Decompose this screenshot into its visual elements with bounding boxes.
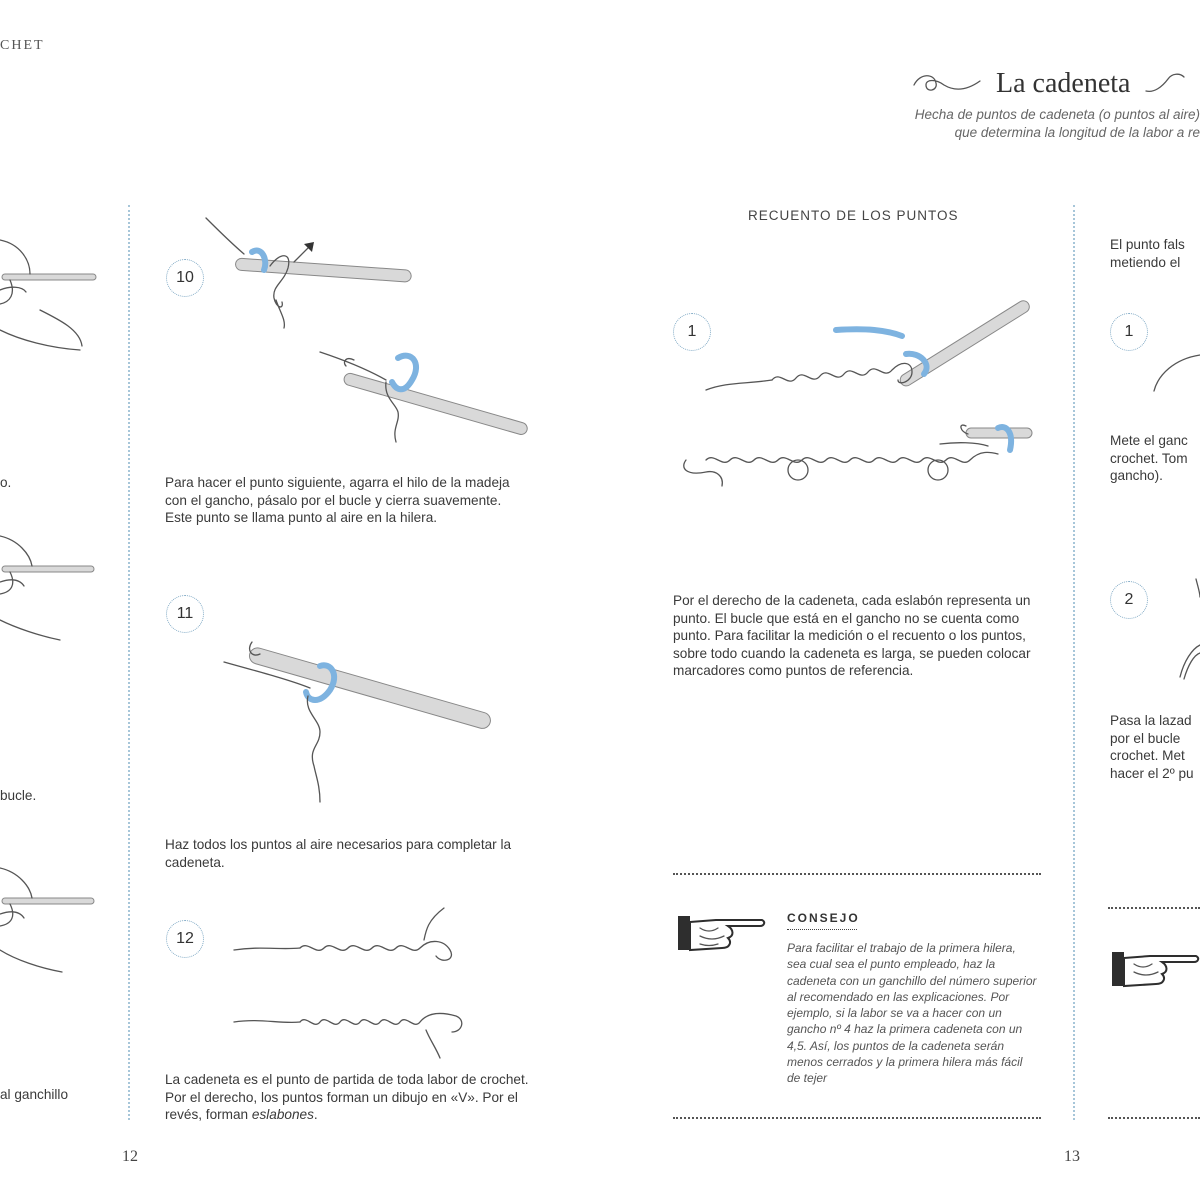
chain-count-illustration [676, 300, 1046, 530]
text-line: Pasa la lazad [1110, 713, 1192, 728]
tip-heading: CONSEJO [787, 911, 860, 925]
step-10-text: Para hacer el punto siguiente, agarra el hilo de la madeja con el gancho, pásalo por el bucle y cierra suavemente. Este punto se llama punto al aire en la hilera. [165, 475, 510, 525]
intro-text [1110, 236, 1200, 271]
title-block [912, 64, 1184, 104]
step-col4-2-text [1110, 712, 1200, 782]
text-line: crochet. Tom [1110, 450, 1188, 466]
fragment-text: al ganchillo [0, 1087, 69, 1102]
tip-top-rule [673, 873, 1041, 875]
step-col4-1-illustration [1150, 345, 1200, 395]
step-number-col4-1: 1 [1110, 313, 1148, 351]
step-11-text: Haz todos los puntos al aire necesarios para completar la cadeneta. [165, 837, 512, 870]
step-number-1: 1 [673, 313, 711, 351]
subtitle-line: Hecha de puntos de cadeneta (o puntos al aire) [914, 107, 1200, 122]
hand-illustration-2 [0, 530, 110, 650]
tip-bottom-rule [1108, 1117, 1200, 1119]
step-number-col4-2: 2 [1110, 581, 1148, 619]
counting-text: Por el derecho de la cadeneta, cada eslabón representa un punto. El bucle que está en el gancho no se cuenta como punto. Para facilitar la medición o el recuento o los puntos, sobre todo cuando la cadeneta es larga, se pueden colocar marcadores como puntos de referencia. [673, 593, 1031, 678]
column-divider [1073, 205, 1075, 1120]
pointing-hand-icon [676, 912, 764, 956]
step-10-illustration [200, 212, 540, 442]
pointing-hand-icon [1110, 948, 1200, 992]
page-title: La cadeneta [996, 68, 1131, 99]
text-line: por el bucle [1110, 730, 1181, 746]
step-number-11: 11 [166, 595, 204, 633]
tip-heading-underline [787, 929, 857, 930]
step-12-text-end: . [313, 1107, 318, 1122]
text-line: crochet. Met [1110, 748, 1185, 763]
text-line: hacer el 2º pu [1110, 765, 1194, 781]
step-col4-2-illustration [1150, 575, 1200, 685]
text-line: gancho). [1110, 468, 1163, 483]
intro-line: El punto fals [1110, 237, 1185, 252]
right-flourish-icon [1144, 69, 1184, 99]
tip-top-rule [1108, 907, 1200, 909]
left-flourish-icon [912, 69, 982, 99]
fragment-text: o. [0, 475, 12, 490]
page-number-right: 13 [1064, 1148, 1080, 1165]
subtitle-line: que determina la longitud de la labor a re [954, 125, 1200, 140]
running-head: CHET [0, 38, 45, 53]
fragment-text: bucle. [0, 788, 37, 803]
step-11-illustration [220, 636, 510, 806]
tip-text: Para facilitar el trabajo de la primera hilera, sea cual sea el punto empleado, haz la cadeneta con un ganchillo del número superior al recomendado en las explicaciones. Por ejemplo, si la labor se va a hacer con un gancho nº 4 haz la primera cadeneta con un 4,5. Así, los puntos de la cadeneta serán menos cerrados y la primera hilera más fácil de tejer [787, 941, 1037, 1086]
tip-bottom-rule [673, 1117, 1041, 1119]
step-number-12: 12 [166, 920, 204, 958]
step-12-illustration [230, 900, 470, 1060]
column-divider [128, 205, 130, 1120]
text-line: Mete el ganc [1110, 433, 1188, 448]
hand-illustration-1 [0, 230, 110, 360]
subtitle [820, 106, 1200, 142]
step-col4-1-text [1110, 432, 1200, 485]
page-number-left: 12 [122, 1148, 138, 1165]
intro-line: metiendo el [1110, 254, 1181, 270]
step-12-text-italic: eslabones [251, 1107, 314, 1122]
step-12-text [165, 1071, 530, 1124]
hand-illustration-3 [0, 860, 110, 980]
section-heading: RECUENTO DE LOS PUNTOS [748, 208, 959, 223]
step-12-text-main: La cadeneta es el punto de partida de toda labor de crochet. Por el derecho, los puntos forman un dibujo en «V». Por el revés, forman [165, 1072, 529, 1122]
step-number-10: 10 [166, 259, 204, 297]
